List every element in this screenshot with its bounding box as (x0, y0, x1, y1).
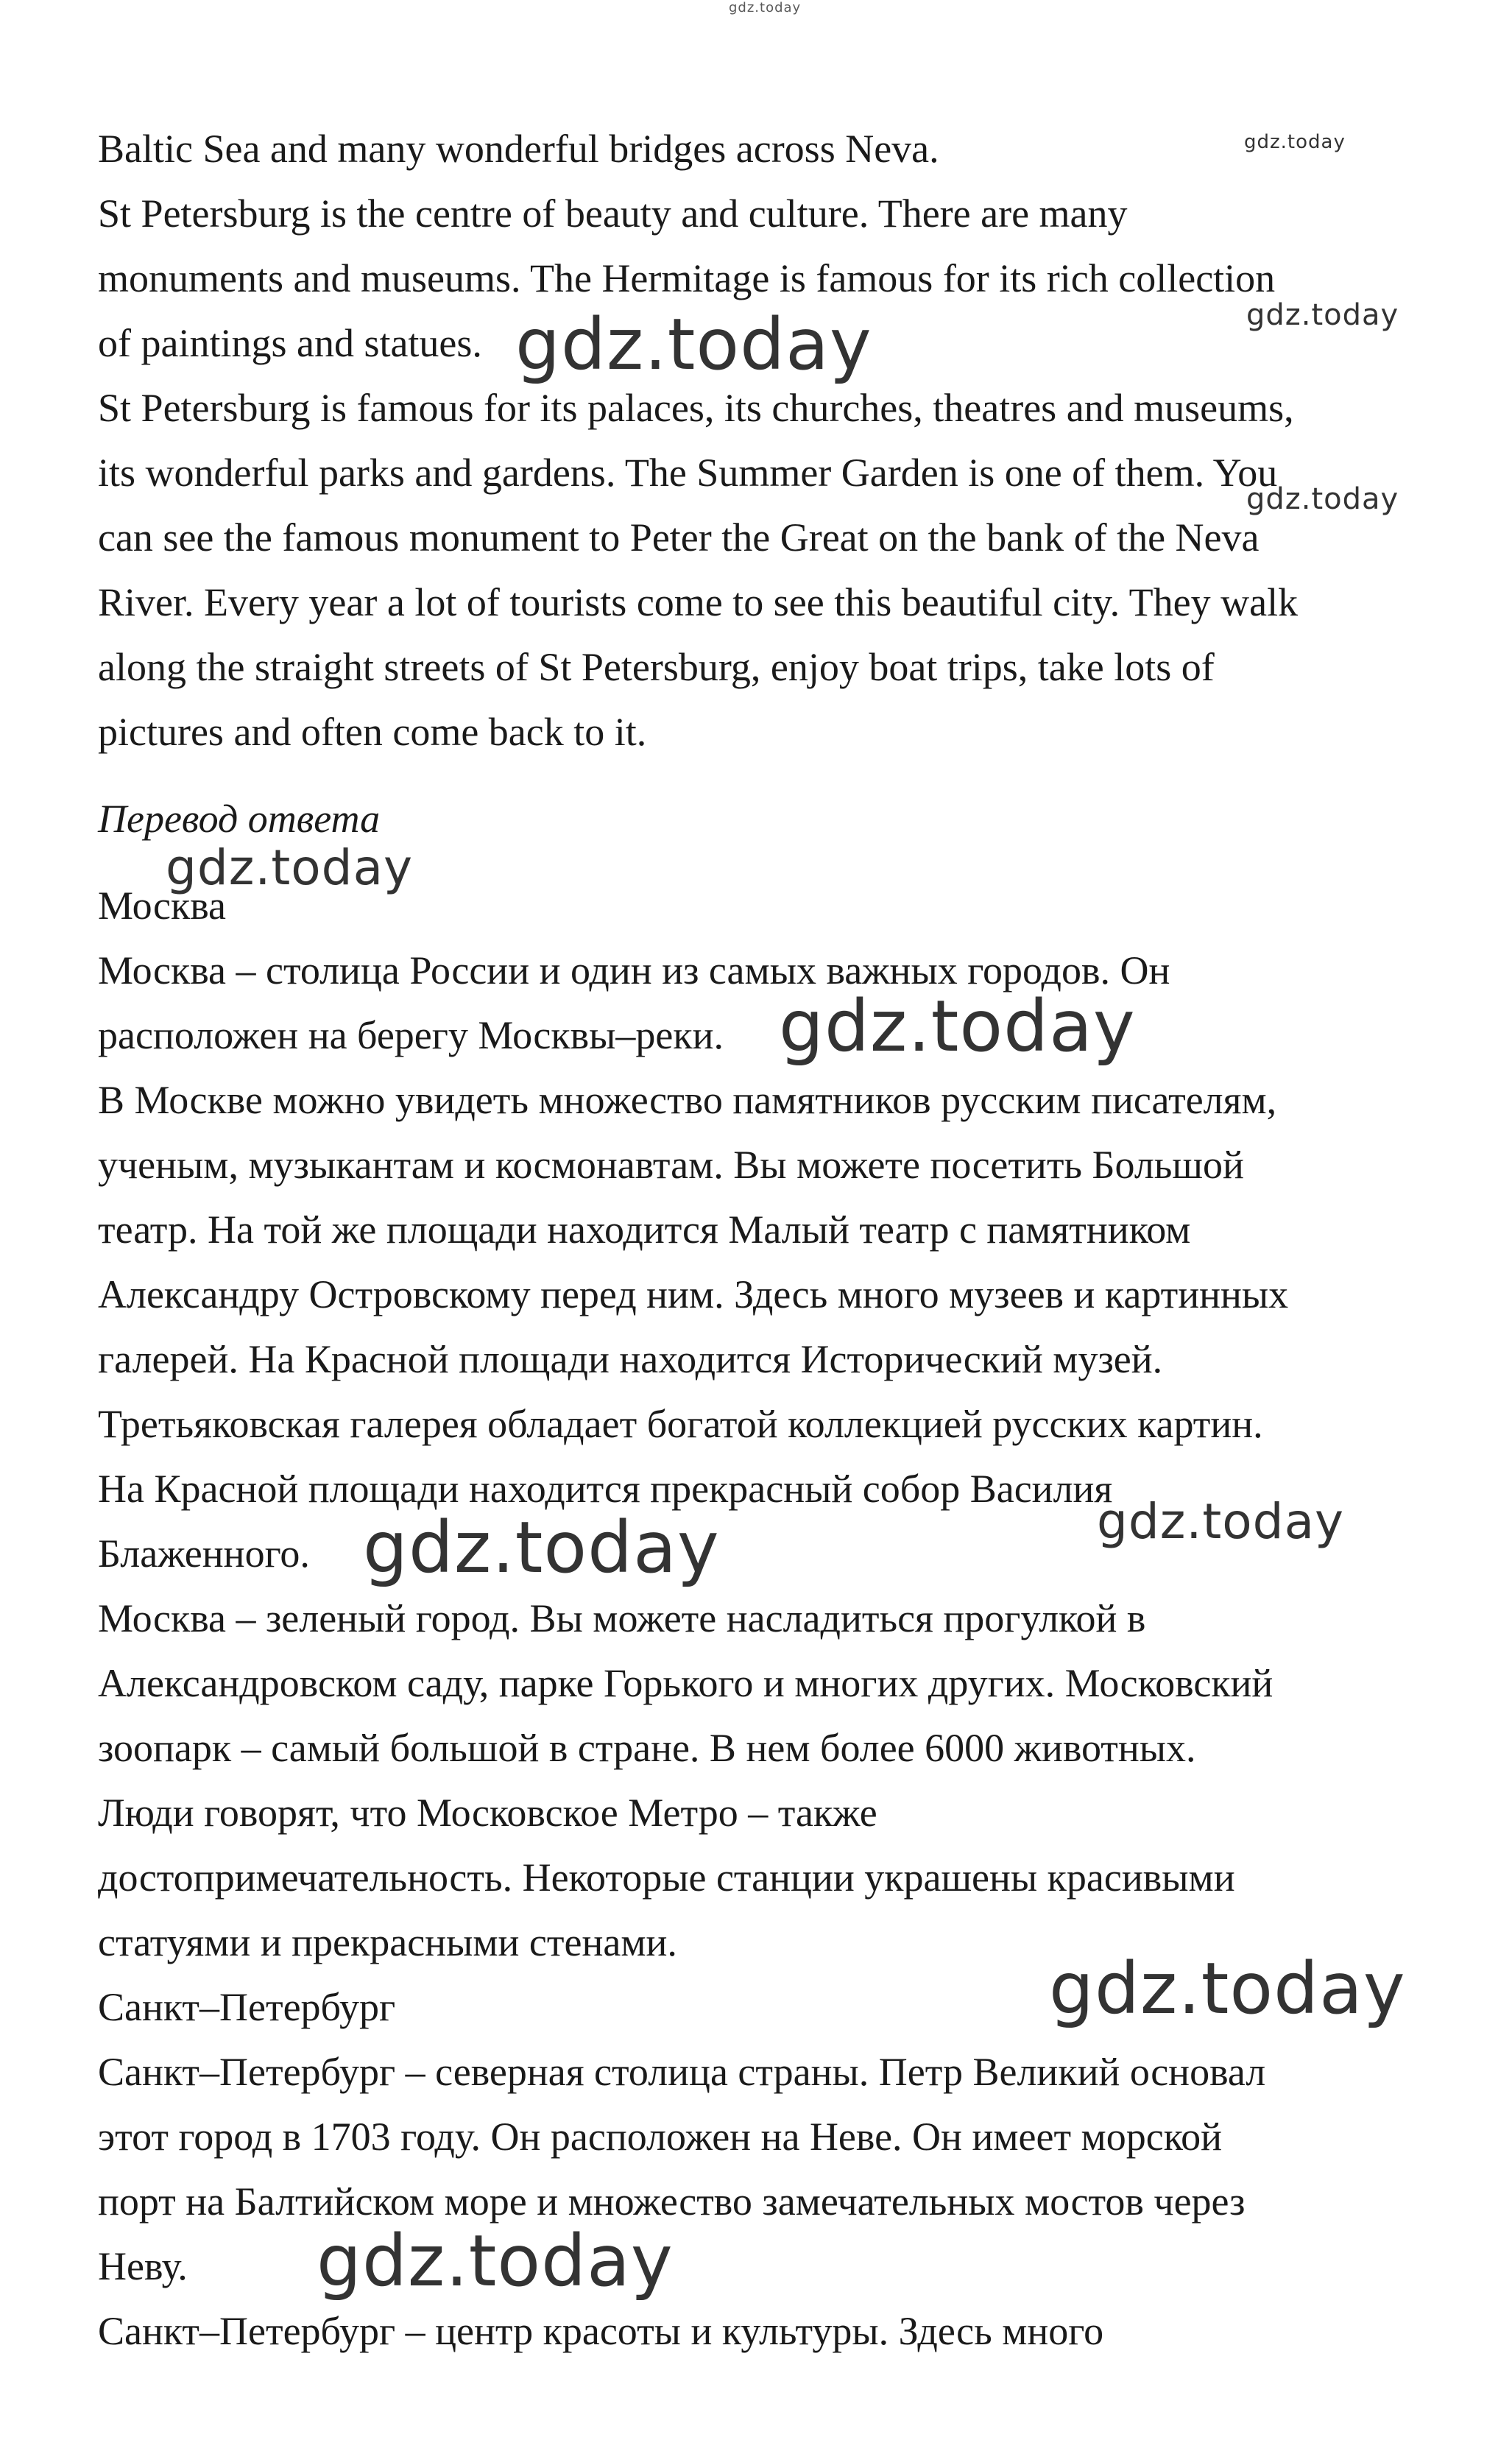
russian-line: Блаженного. (98, 1531, 310, 1576)
russian-line: Москва (98, 884, 226, 928)
english-line: Baltic Sea and many wonderful bridges across Neva. (98, 127, 939, 171)
english-line: St Petersburg is the centre of beauty and culture. There are many (98, 191, 1128, 236)
russian-line: Люди говорят, что Московское Метро – также (98, 1791, 877, 1835)
russian-line: Третьяковская галерея обладает богатой коллекцией русских картин. (98, 1402, 1263, 1446)
russian-line: Санкт–Петербург (98, 1985, 396, 2029)
russian-line: Неву. (98, 2244, 188, 2288)
watermark: gdz.today (515, 303, 872, 386)
russian-line: В Москве можно увидеть множество памятников русским писателям, (98, 1078, 1277, 1122)
russian-line: Санкт–Петербург – центр красоты и культуры. Здесь много (98, 2309, 1104, 2353)
watermark: gdz.today (1049, 1947, 1406, 2030)
english-line: along the straight streets of St Petersburg, enjoy boat trips, take lots of (98, 645, 1215, 689)
watermark: gdz.today (1097, 1493, 1345, 1550)
russian-line: Санкт–Петербург – северная столица страны. Петр Великий основал (98, 2050, 1266, 2094)
watermark: gdz.today (779, 985, 1136, 1068)
watermark: gdz.today (1246, 298, 1399, 332)
russian-line: статуями и прекрасными стенами. (98, 1920, 677, 1964)
translation-heading: Перевод ответа (98, 797, 381, 841)
russian-line: ученым, музыкантам и космонавтам. Вы можете посетить Большой (98, 1143, 1244, 1187)
watermark: gdz.today (363, 1506, 720, 1589)
russian-line: расположен на берегу Москвы–реки. (98, 1013, 724, 1057)
russian-line: Александру Островскому перед ним. Здесь много музеев и картинных (98, 1272, 1289, 1316)
watermark: gdz.today (1246, 482, 1399, 516)
russian-line: достопримечательность. Некоторые станции украшены красивыми (98, 1855, 1235, 1900)
english-line: of paintings and statues. (98, 321, 482, 365)
watermark-top: gdz.today (729, 0, 802, 15)
english-line: St Petersburg is famous for its palaces, its churches, theatres and museums, (98, 386, 1294, 430)
english-line: monuments and museums. The Hermitage is famous for its rich collection (98, 256, 1276, 300)
russian-line: этот город в 1703 году. Он расположен на Неве. Он имеет морской (98, 2115, 1223, 2159)
russian-line: Москва – зеленый город. Вы можете насладиться прогулкой в (98, 1596, 1146, 1640)
russian-line: зоопарк – самый большой в стране. В нем более 6000 животных. (98, 1726, 1196, 1770)
watermark: gdz.today (317, 2220, 674, 2302)
english-line: its wonderful parks and gardens. The Summer Garden is one of them. You (98, 451, 1278, 495)
russian-line: Александровском саду, парке Горького и многих других. Московский (98, 1661, 1273, 1705)
watermark: gdz.today (1244, 131, 1346, 153)
russian-line: галерей. На Красной площади находится Исторический музей. (98, 1337, 1163, 1381)
russian-line: порт на Балтийском море и множество замечательных мостов через (98, 2179, 1246, 2224)
english-line: can see the famous monument to Peter the Great on the bank of the Neva (98, 515, 1260, 560)
russian-line: Москва – столица России и один из самых важных городов. Он (98, 948, 1170, 992)
russian-line: На Красной площади находится прекрасный собор Василия (98, 1467, 1113, 1511)
english-line: pictures and often come back to it. (98, 710, 647, 754)
watermark: gdz.today (166, 839, 414, 896)
english-line: River. Every year a lot of tourists come to see this beautiful city. They walk (98, 580, 1299, 624)
russian-line: театр. На той же площади находится Малый театр с памятником (98, 1207, 1191, 1252)
